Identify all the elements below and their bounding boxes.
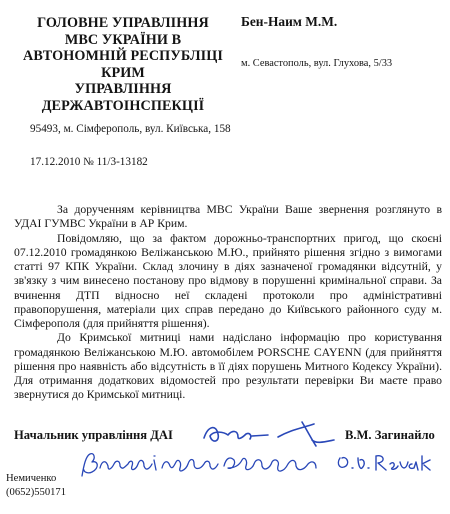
sender-line: УПРАВЛІННЯ [74, 81, 172, 98]
executor-phone: (0652)550171 [6, 486, 67, 498]
sender-header [14, 15, 232, 115]
sender-line: АВТОНОМНІЙ РЕСПУБЛІЦІ [22, 48, 224, 65]
body-paragraph: Повідомляю, що за фактом дорожньо-транспортних пригод, що скоєні 07.12.2010 громадянкою Веліжанською М.Ю., прийнято рішення згідно з вимогами статті 97 КПК України. Склад злочину в діях зазначеної громадянки відсутній, у зв'язку з чим винесено постанову про відмову в порушенні кримінальної справи. За вчинення ДТП відносно неї складені протоколи про адміністративні правопорушення, матеріали цих справ передано до Київського районного суду м. Сімферополя (для прийняття рішення). [14, 231, 442, 330]
handwritten-initials [334, 448, 446, 476]
signatory-title: Начальник управління ДАІ [14, 428, 173, 442]
recipient-name: Бен-Наим М.М. [241, 14, 338, 29]
sender-line: ДЕРЖАВТОІНСПЕКЦІЇ [41, 97, 205, 114]
executor-info [6, 472, 66, 499]
body-paragraph: До Кримської митниці нами надіслано інформацію про користування громадянкою Веліжанською М.Ю. автомобілем PORSCHE CAYENN (для прийняття рішення про наявність або відсутність в її діях порушень Митного Кодексу України). Для отримання додаткових відомостей про результати перевірки Ви маєте право звернутися до Кримської митниці. [14, 331, 442, 402]
recipient-address: м. Севастополь, вул. Глухова, 5/33 [241, 58, 393, 69]
sender-line: МВС УКРАЇНИ В [64, 31, 182, 48]
sender-line: ГОЛОВНЕ УПРАВЛІННЯ [37, 15, 209, 31]
date-reference: 17.12.2010 № 11/3-13182 [30, 156, 148, 168]
sender-address: 95493, м. Сімферополь, вул. Київська, 158 [30, 123, 231, 135]
body-paragraph: За дорученням керівництва МВС України Ваше звернення розглянуто в УДАІ ГУМВС України в АР Крим. [14, 203, 442, 231]
letter-body [14, 203, 442, 403]
executor-name: Немиченко [6, 473, 57, 484]
handwritten-note [74, 446, 336, 490]
sender-line: КРИМ [101, 64, 145, 81]
signatory-name: В.М. Загинайло [345, 428, 435, 442]
